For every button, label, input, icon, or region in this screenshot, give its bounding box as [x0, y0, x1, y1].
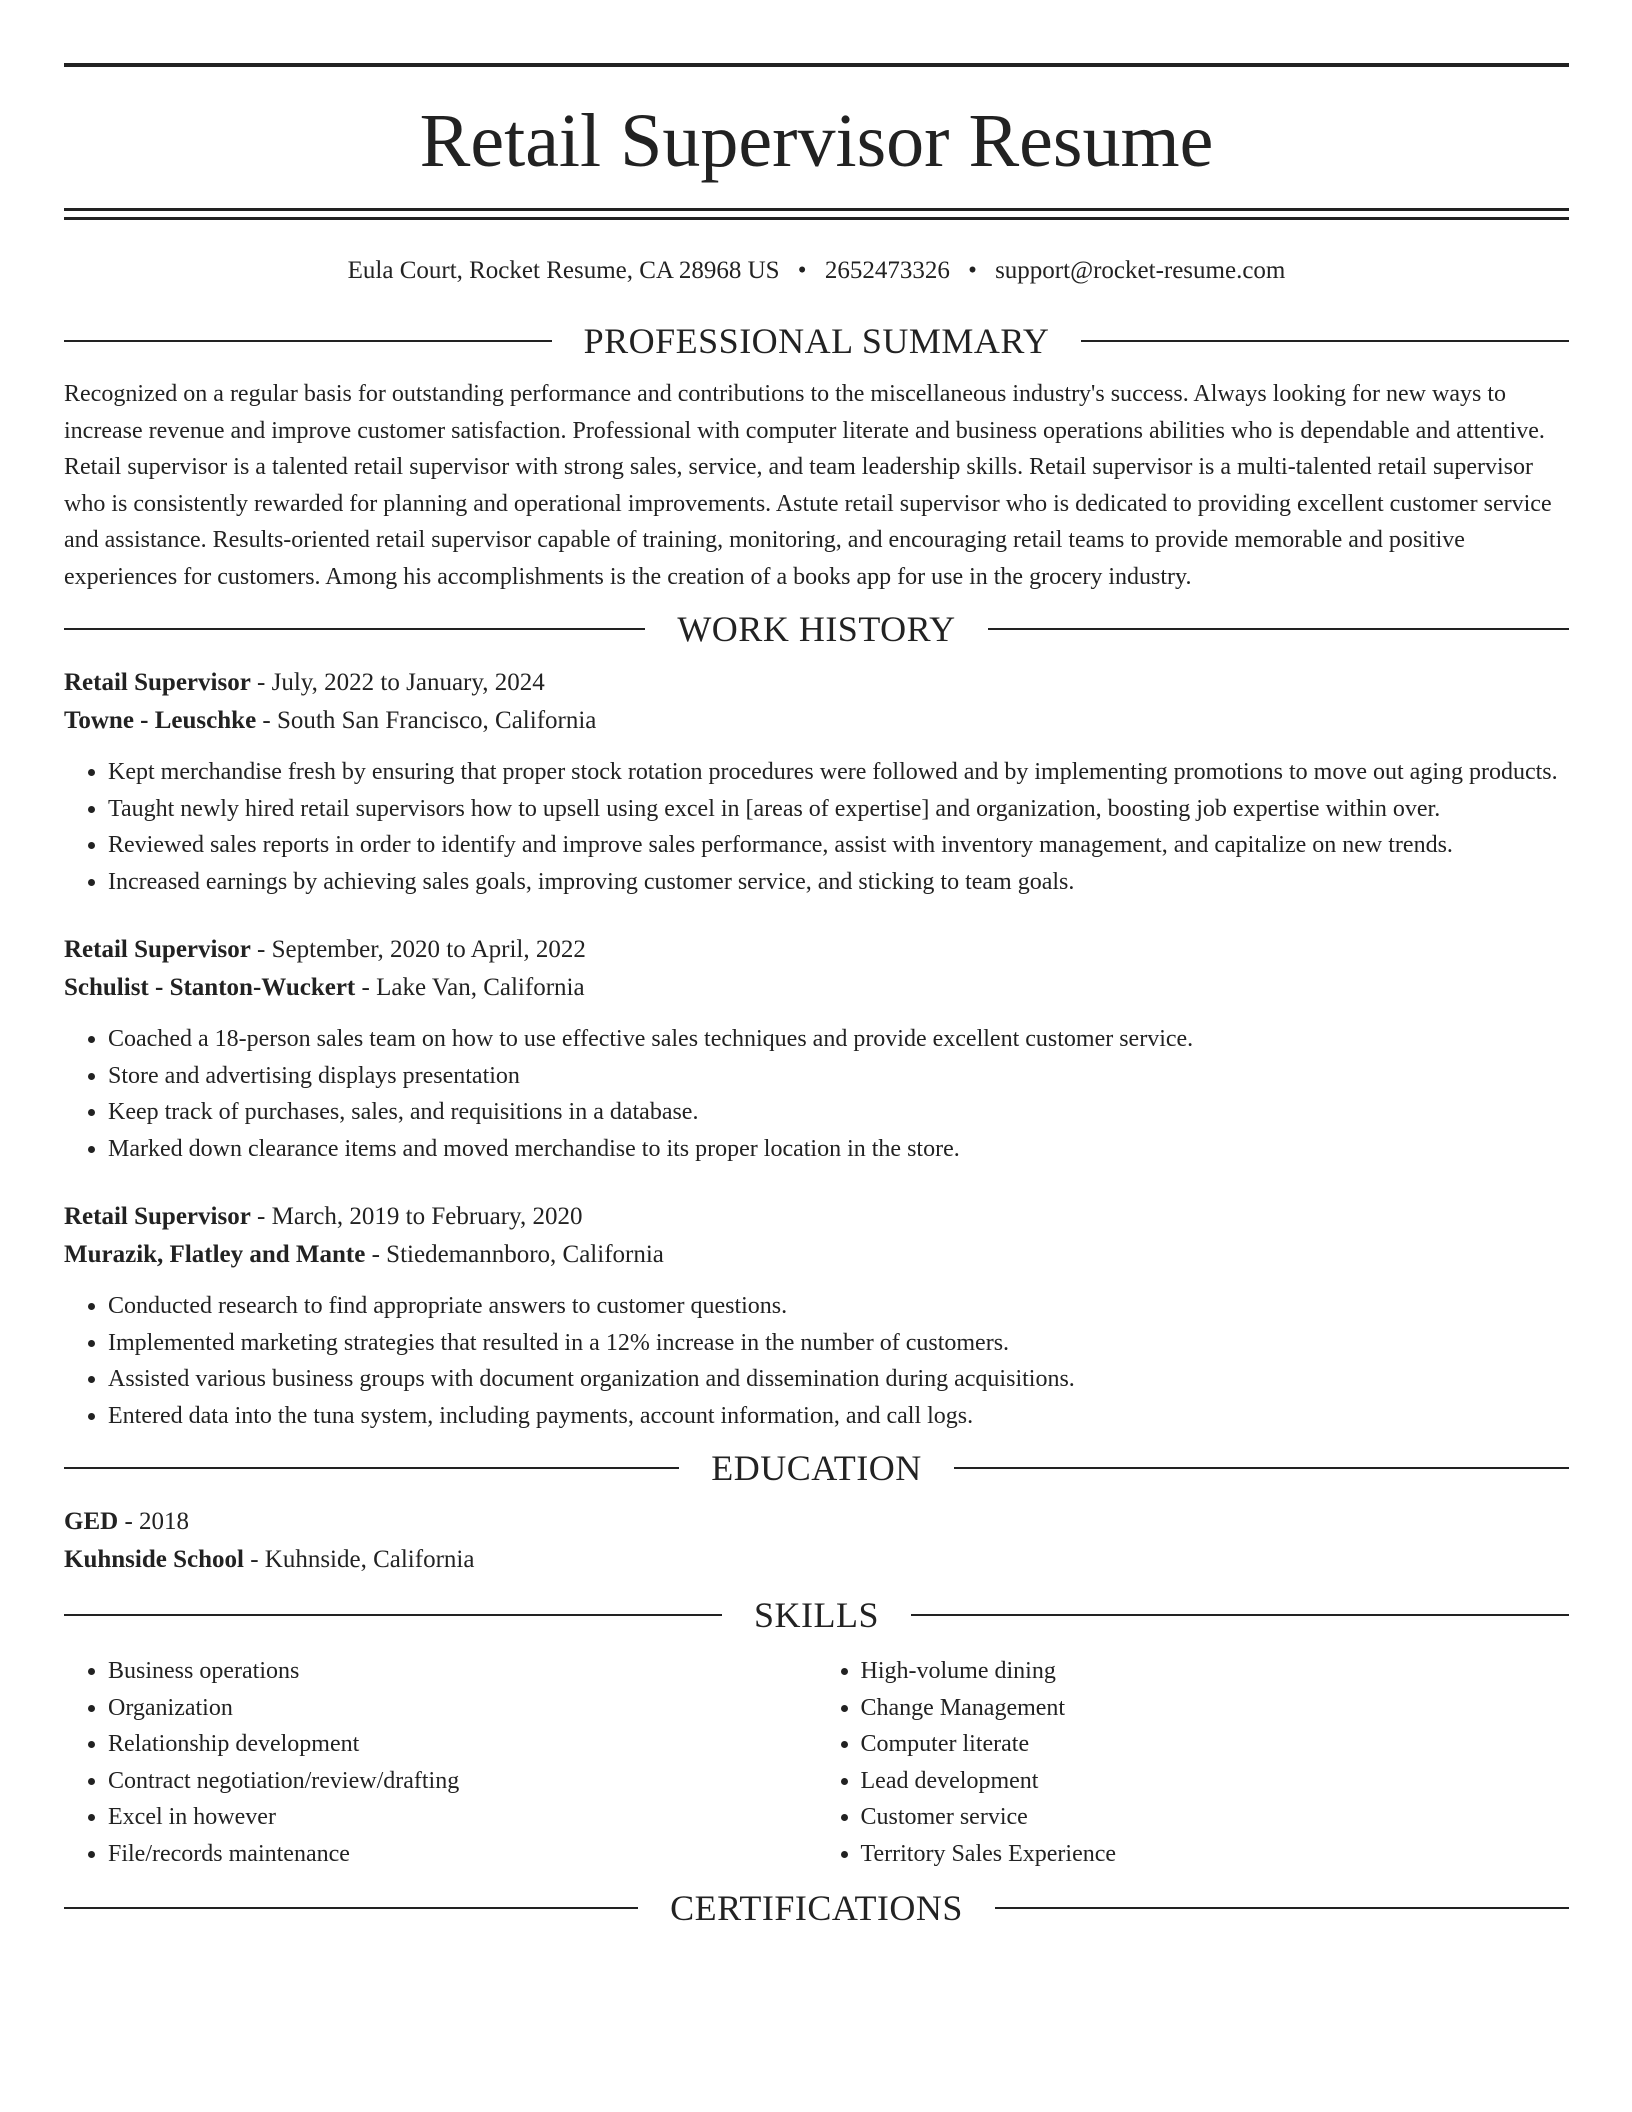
list-item: • Coached a 18-person sales team on how to use effective sales techniques and provide excellent customer service. [108, 1021, 1569, 1058]
header-top-rule [64, 63, 1569, 67]
section-divider [995, 1907, 1569, 1909]
education-location: - Kuhnside, California [243, 1546, 475, 1573]
education-school-line [64, 1541, 1569, 1579]
list-item: • Store and advertising displays presentation [108, 1058, 1569, 1095]
education-year: - 2018 [118, 1508, 190, 1535]
page-title: Retail Supervisor Resume [419, 99, 1214, 183]
skill-item: • Contract negotiation/review/drafting [108, 1763, 817, 1800]
skills-list-left [64, 1653, 817, 1872]
skill-item: • Relationship development [108, 1726, 817, 1763]
skill-item: • Territory Sales Experience [861, 1836, 1570, 1873]
section-divider [954, 1467, 1569, 1469]
section-divider [1081, 340, 1569, 342]
section-divider [64, 1467, 679, 1469]
summary-text: Recognized on a regular basis for outstanding performance and contributions to the miscellaneous industry's success. Always looking for new ways to increase revenue and improve customer satisfaction. Professional with computer literate and business operations abilities who is dependable and attentive. Retail supervisor is a talented retail supervisor with strong sales, service, and team leadership skills. Retail supervisor is a multi-talented retail supervisor who is consistently rewarded for planning and operational improvements. Astute retail supervisor who is dedicated to providing excellent customer service and assistance. Results-oriented retail supervisor capable of training, monitoring, and encouraging retail teams to provide memorable and positive experiences for customers. Among his accomplishments is the creation of a books app for use in the grocery industry. [64, 381, 1552, 590]
skill-item: • File/records maintenance [108, 1836, 817, 1873]
skill-item: • Computer literate [861, 1726, 1570, 1763]
education-degree-line [64, 1503, 1569, 1541]
job-company: Murazik, Flatley and Mante [64, 1241, 366, 1268]
section-divider [911, 1614, 1569, 1616]
list-item: • Kept merchandise fresh by ensuring that proper stock rotation procedures were followed and by implementing promotions to move out aging products. [108, 754, 1569, 791]
job-company-line [64, 969, 1569, 1007]
resume-content [64, 0, 1569, 1928]
job-entry [64, 1198, 1569, 1434]
list-item: • Assisted various business groups with document organization and dissemination during acquisitions. [108, 1361, 1569, 1398]
list-item: • Marked down clearance items and moved merchandise to its proper location in the store. [108, 1131, 1569, 1168]
job-entry [64, 931, 1569, 1167]
section-divider [64, 340, 552, 342]
section-divider [988, 628, 1569, 630]
section-heading-certifications [64, 1888, 1569, 1928]
section-title: WORK HISTORY [677, 609, 956, 649]
section-divider [64, 1614, 722, 1616]
job-company: Towne - Leuschke [64, 707, 257, 734]
job-bullets [64, 1021, 1569, 1167]
job-dates: - March, 2019 to February, 2020 [250, 1203, 583, 1230]
section-heading-summary [64, 321, 1569, 361]
job-dates: - July, 2022 to January, 2024 [250, 669, 545, 696]
list-item: • Reviewed sales reports in order to identify and improve sales performance, assist with inventory management, and capitalize on new trends. [108, 827, 1569, 864]
skill-item: • Lead development [861, 1763, 1570, 1800]
list-item: • Increased earnings by achieving sales goals, improving customer service, and sticking to team goals. [108, 864, 1569, 901]
section-divider [64, 1907, 638, 1909]
list-item: • Taught newly hired retail supervisors how to upsell using excel in [areas of expertise] and organization, boosting job expertise within over. [108, 791, 1569, 828]
section-divider [64, 628, 645, 630]
job-bullets [64, 1288, 1569, 1434]
job-location: - Lake Van, California [355, 974, 585, 1001]
job-location: - Stiedemannboro, California [365, 1241, 664, 1268]
job-company: Schulist - Stanton-Wuckert [64, 974, 356, 1001]
header-bottom-rule-2 [64, 217, 1569, 220]
job-entry [64, 664, 1569, 900]
list-item: • Conducted research to find appropriate answers to customer questions. [108, 1288, 1569, 1325]
header-bottom-rule [64, 208, 1569, 211]
contact-separator: • [968, 257, 977, 284]
skill-item: • High-volume dining [861, 1653, 1570, 1690]
contact-phone: 2652473326 [824, 257, 950, 284]
education-entry [64, 1503, 1569, 1579]
section-heading-skills [64, 1595, 1569, 1635]
list-item: • Entered data into the tuna system, including payments, account information, and call logs. [108, 1398, 1569, 1435]
skills-list-right [817, 1653, 1570, 1872]
section-title: PROFESSIONAL SUMMARY [583, 321, 1050, 361]
list-item: • Implemented marketing strategies that resulted in a 12% increase in the number of customers. [108, 1325, 1569, 1362]
contact-separator: • [797, 257, 807, 284]
section-title: SKILLS [754, 1595, 880, 1635]
contact-address: Eula Court, Rocket Resume, CA 28968 US [347, 257, 780, 284]
job-title-line [64, 931, 1569, 969]
skills-grid [64, 1653, 1569, 1872]
job-title: Retail Supervisor [64, 669, 251, 696]
job-company-line [64, 702, 1569, 740]
job-dates: - September, 2020 to April, 2022 [250, 936, 586, 963]
list-item: • Keep track of purchases, sales, and requisitions in a database. [108, 1094, 1569, 1131]
section-title: CERTIFICATIONS [670, 1888, 963, 1928]
job-company-line [64, 1236, 1569, 1274]
job-title-line [64, 664, 1569, 702]
section-title: EDUCATION [711, 1448, 922, 1488]
job-bullets [64, 754, 1569, 900]
skill-item: • Excel in however [108, 1799, 817, 1836]
skill-item: • Organization [108, 1690, 817, 1727]
skill-item: • Change Management [861, 1690, 1570, 1727]
contact-line [64, 256, 1569, 286]
education-degree: GED [64, 1508, 119, 1535]
skill-item: • Business operations [108, 1653, 817, 1690]
section-heading-education [64, 1448, 1569, 1488]
contact-email: support@rocket-resume.com [995, 257, 1286, 284]
job-title-line [64, 1198, 1569, 1236]
education-school: Kuhnside School [64, 1546, 244, 1573]
job-location: - South San Francisco, California [256, 707, 597, 734]
job-title: Retail Supervisor [64, 1203, 251, 1230]
section-heading-work [64, 609, 1569, 649]
job-title: Retail Supervisor [64, 936, 251, 963]
skill-item: • Customer service [861, 1799, 1570, 1836]
